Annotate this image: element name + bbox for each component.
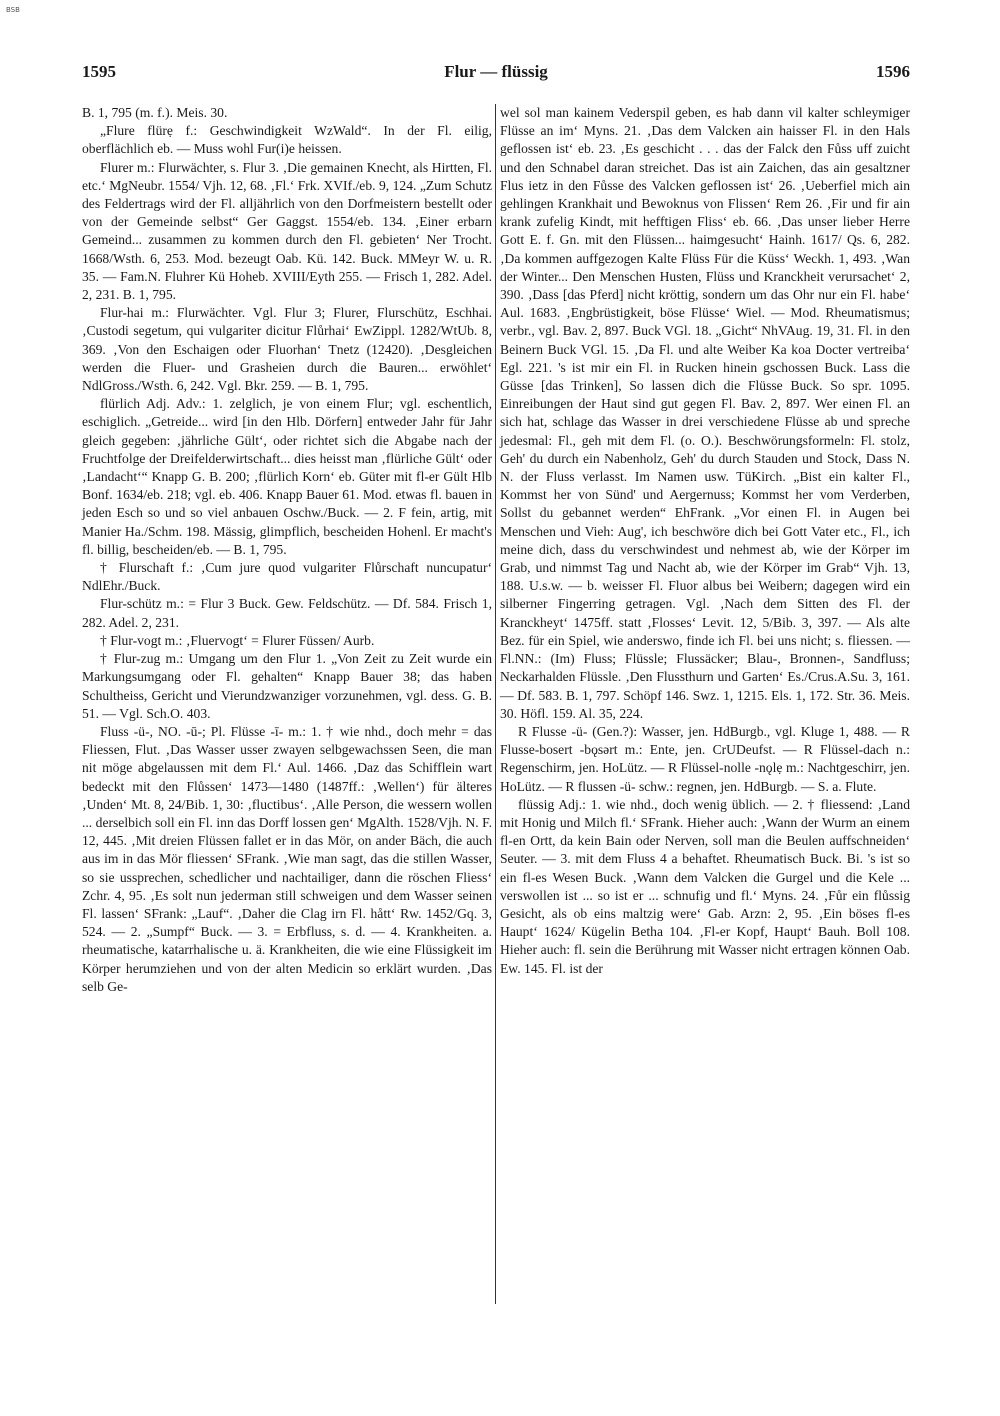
entry-continuation: B. 1, 795 (m. f.). Meis. 30. bbox=[82, 105, 228, 120]
entry-fluessig: flüssig Adj.: 1. wie nhd., doch wenig üblich. — 2. † fliessend: ‚Land mit Honig und Milch fl.‘ SFrank. Hieher auch: ‚Wann der Wurm an einem fl-en Ortt, da kein Bain oder Nerven, soll man die Beulen auffschneiden‘ Seuter. — 3. mit dem Fluss 4 a behaftet. Rheumatisch Buck. Bi. 's ist so ein fl-es Wesen Buck. ‚Wann dem Valcken die Gurgel und die Kele ... verswollen ist ... so ist er ... schnufig und fl.‘ Myns. 24. ‚Fůr ein flůssig Gesicht, als ob eins maltzig were‘ Gab. Arzn: 2, 95. ‚Ein böses fl-es Haupt‘ 1624/ Kügelin Betha 104. ‚Fl-er Kopf, Haupt‘ Bauh. Boll 108. Hieher auch: fl. sein die Berührung mit Wasser nicht ertragen können Oab. Ew. 145. Fl. ist der bbox=[500, 796, 910, 976]
entry-fluerlich: flürlich Adj. Adv.: 1. zelglich, je von einem Flur; vgl. eschentlich, eschiglich. „Getreide... wird [in den Hlb. Dörfern] entweder Jahr für Jahr gleich gegeben: ‚jährliche Gült‘, oder richtet sich die Abgabe nach der Fruchtfolge der Dreifelderwirtschaft... dies heisst man ‚flürliche Gült‘ oder ‚Landacht‘“ Knapp G. B. 200; ‚flürlich Korn‘ eb. Güter mit fl-er Gült Hlb Bonf. 1634/eb. 218; vgl. eb. 406. Knapp Bauer 61. Mod. etwas fl. bauen in jeden Esch so und so viel anbauen Oschw./Buck. — 2. F fein, artig, mit Manier Ha./Schm. 198. Mässig, glimpflich, bescheiden Hohenl. Er macht's fl. billig, bescheiden/eb. — B. 1, 795. bbox=[82, 396, 492, 557]
page-number-right: 1596 bbox=[876, 62, 910, 81]
left-column bbox=[82, 104, 492, 996]
entry-flusse: R Flusse -ü- (Gen.?): Wasser, jen. HdBurgb., vgl. Kluge 1, 488. — R Flusse-bosert -bǫsərt m.: Ente, jen. CrUDeufst. — R Flüssel-dach n.: Regenschirm, jen. HoLütz. — R Flüssel-nolle -nǫlẹ m.: Nachtgeschirr, jen. HoLütz. — R flussen -ü- schw.: regnen, jen. HdBurgb. — S. a. Flute. bbox=[500, 723, 910, 794]
entry-flur-vogt: † Flur-vogt m.: ‚Fluervogt‘ = Flurer Füssen/ Aurb. bbox=[100, 632, 375, 648]
entry-fluss: Fluss -ü-, NO. -ū-; Pl. Flüsse -ī- m.: 1. † wie nhd., doch mehr = das Fliessen, Flut. ‚Das Wasser usser zwayen selbgewachssen Seen, die man nit möge abgelaussen mit dem Fl.‘ Aul. 1466. ‚Daz das Schifflein wart bedeckt mit den Flůssen‘ 1473—1480 (1487ff.: ‚Wellen‘) für älteres ‚Unden‘ Mt. 8, 24/Bib. 1, 30: ‚fluctibus‘. ‚Alle Person, die wessern wollen ... derselbich soll ein Fl. inn das Dorff lossen gen‘ MgAlth. 1528/Vjh. N. F. 12, 445. ‚Mit dreien Flüssen fallet er in das Mör, on ander Bäch, die auch aus im in das Mör fliessen‘ SFrank. ‚Wie man sagt, das die stillen Wasser, so sie ussprechen, schedlicher und nachtailiger, dann die röschen Fliess‘ Zchr. 4, 95. ‚Es solt nun jederman still schweigen und dem Wasser seinen Fl. lassen‘ SFrank: „Lauf“. ‚Daher die Clag irn Fl. hått‘ Rw. 1452/Gq. 3, 524. — 2. „Sumpf“ Buck. — 3. = Erbfluss, s. d. — 4. Krankheiten. a. rheumatische, katarrhalische u. ä. Krankheiten, die wie eine Flüssigkeit im Körper herumziehen und von der alten Medicin so erklärt wurden. ‚Das selb Ge- bbox=[82, 723, 492, 994]
entry-flur-schuetz: Flur-schütz m.: = Flur 3 Buck. Gew. Feldschütz. — Df. 584. Frisch 1, 282. Adel. 2, 231. bbox=[82, 596, 492, 630]
entry-flurer: Flurer m.: Flurwächter, s. Flur 3. ‚Die gemainen Knecht, als Hirtten, Fl. etc.‘ MgNeubr. 1554/ Vjh. 12, 68. ‚Fl.‘ Frk. XVIf./eb. 9, 124. „Zum Schutz des Feldertrags wird der Fl. alljährlich von den Dorfmeistern bestellt oder von der Gemeinde selbst“ Ger Gaggst. 1554/eb. 134. ‚Einer erbarn Gemeind... zusammen zu kommen durch den Fl. gebieten‘ Ner Trocht. 1668/Wsth. 6, 253. Mod. bezeugt Oab. Kü. 142. Buck. MMeyr W. u. R. 35. — Fam.N. Fluhrer Kü Hoheb. XVIII/Eyth 255. — Frisch 1, 282. Adel. 2, 231. B. 1, 795. bbox=[82, 159, 492, 303]
entry-flure: „Flure flürẹ f.: Geschwindigkeit WzWald“. In der Fl. eilig, oberflächlich eb. — Muss wohl Fur(i)e heissen. bbox=[82, 123, 492, 157]
entry-flurschaft: † Flurschaft f.: ‚Cum jure quod vulgariter Flůrschaft nuncupatur‘ NdlEhr./Buck. bbox=[82, 560, 492, 594]
entry-flur-zug: † Flur-zug m.: Umgang um den Flur 1. „Von Zeit zu Zeit wurde ein Markungsumgang oder Fl. gehalten“ Knapp Bauer 38; das haben Schultheiss, Gericht und Vierundzwanziger vorzunehmen, vgl. dess. G. B. 51. — Vgl. Sch.O. 403. bbox=[82, 651, 492, 721]
library-stamp: BSB bbox=[6, 6, 20, 14]
entry-flur-hai: Flur-hai m.: Flurwächter. Vgl. Flur 3; Flurer, Flurschütz, Eschhai. ‚Custodi segetum, qui vulgariter dicitur Flůrhai‘ EwZippl. 1282/WtUb. 8, 369. ‚Von den Eschaigen oder Fluorhan‘ Tnetz (12420). ‚Desgleichen werden die Fluer- und Grasheien durch die Bauren... erwöhlet‘ NdlGross./Wsth. 6, 242. Vgl. Bkr. 259. — B. 1, 795. bbox=[82, 305, 492, 394]
right-column bbox=[500, 104, 910, 978]
page-number-left: 1595 bbox=[82, 62, 116, 81]
running-title: Flur — flüssig bbox=[444, 62, 548, 81]
column-divider bbox=[495, 104, 496, 1304]
page-header bbox=[82, 62, 910, 86]
entry-fluss-continued: wel sol man kainem Vederspil geben, es hab dann vil kalter schleymiger Flüsse an im‘ Myns. 21. ‚Das dem Valcken ain haisser Fl. in den Hals geflossen ist‘ eb. 23. ‚Es geschicht . . . das der Falck den Fůss uff zuicht und den Schnabel daran streichet. Das ist ain Zaichen, das ain gesaltzner Flus ietz in den Fůsse des Valcken geflossen ist‘ 26. ‚Ueberfiel mich ain gehlingen Krankhait und Bewoknus von Flissen‘ Rem 26. ‚Fir und fir ain krank zufelig Kindt, mit hefftigen Fliss‘ eb. 66. ‚Das unser lieber Herre Gott E. f. Gn. mit den Flüssen... haimgesucht‘ Hainh. 1617/ Qs. 6, 282. ‚Da kommen auffgezogen Kalte Flüss Für die Küss‘ Weckh. 1, 493. ‚Wan der Winter... Den Menschen Husten, Flüss und Kranckheit verursachet‘ 2, 390. ‚Dass [das Pferd] nicht kröttig, sondern um das Ohr nur ein Fl. habe‘ Aul. 1683. ‚Engbrüstigkeit, böse Flüsse‘ Wiel. — Mod. Rheumatismus; verbr., vgl. Bav. 2, 897. Buck VGl. 18. „Gicht“ NhVAug. 19, 31. Fl. in den Beinern Buck VGl. 15. ‚Da Fl. und alte Weiber Ka koa Docter vertreiba‘ Egl. 221. 's ist mir ein Fl. in Rucken hinein gschossen Buck. Lass die Güsse [das Trinken], So lassen dich die Flüsse Buck. So spr. 1095. Einreibungen der Haut sind gut gegen Fl. Bav. 2, 897. Wer einen Fl. an sich hat, schlage das Wasser in drei verschiedene Flüsse ab und spreche jedesmal: Fl., geh mit dem Fl. (o. O.). Beschwörungsformeln: Fl. stolz, Geh' du durch ein Nabenholz, Geh' du durch Stauden und Stock, Dass N. N. der Fluss verlasst. Im Namen usw. TüKirch. „Bist ein kalter Fl., Kommst her von Sünd' und Aergernuss; Kommst her vom Verderben, Sollst du gebannet werden“ EhFrank. „Vor einen Fl. in Augen bei Menschen und Vieh: Aug', ich beschwöre dich bei Gott Vater etc., Fl., ich meine dich, dass du verschwindest und nehmest ab, wie der Körper im Grab, und nimmst Tag und Nacht ab, wie der Körper im Grab“ Vjh. 13, 188. U.s.w. — b. weisser Fl. Fluor albus bei Weibern; dagegen wird ein silberner Fingerring getragen. Vgl. ‚Nach dem Sitten des Fl. der Kranckheyt‘ 1475ff. statt ‚Flosses‘ Levit. 12, 5/Bib. 3, 397. — Als alte Bez. für ein Spiel, wie anderswo, finde ich Fl. bei uns nicht; s. fliessen. — Fl.NN.: (Im) Fluss; Flüssle; Flussäcker; Blau-, Bronnen-, Sandfluss; Neckarhalden Flüssle. ‚Den Flussthurn und Garten‘ Es./Crus.A.Su. 3, 161. — Df. 583. B. 1, 797. Schöpf 146. Swz. 1, 1215. Els. 1, 172. Str. 36. Meis. 30. Höfl. 159. Al. 35, 224. bbox=[500, 105, 910, 721]
